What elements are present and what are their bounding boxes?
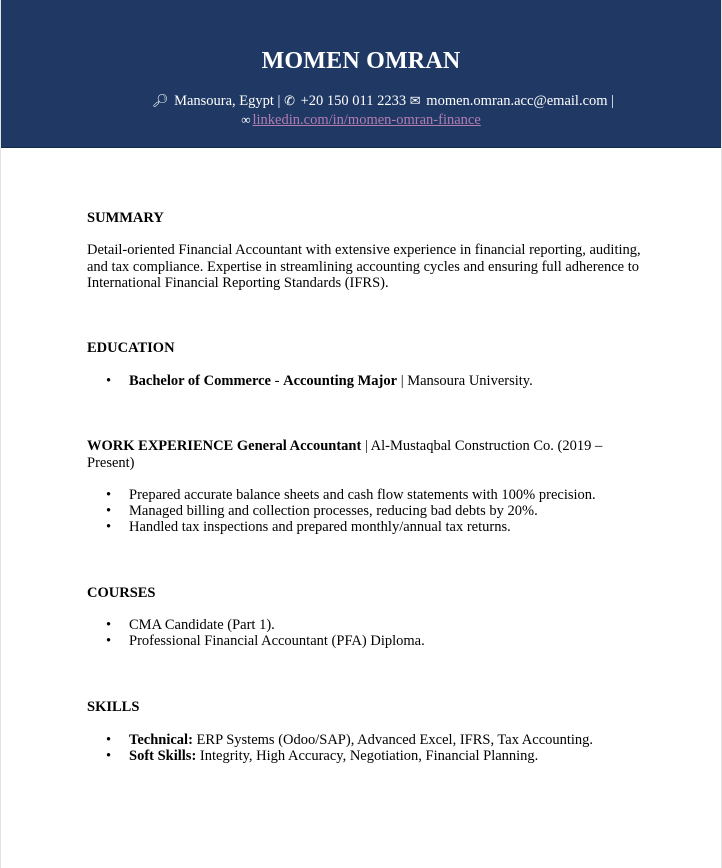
contact-line-primary <box>1 92 721 110</box>
bullet-marker: • <box>106 617 112 633</box>
linkedin-link[interactable]: linkedin.com/in/momen-omran-finance <box>252 112 481 128</box>
degree-text: Bachelor of Commerce <box>129 373 271 389</box>
technical-skills-text: ERP Systems (Odoo/SAP), Advanced Excel, IFRS, Tax Accounting. <box>192 732 594 748</box>
work-heading: WORK EXPERIENCE <box>87 438 234 454</box>
job-title: General Accountant <box>233 438 362 454</box>
list-item <box>87 617 647 633</box>
soft-skills-label: Soft Skills: <box>129 748 197 765</box>
list-item <box>87 503 647 519</box>
list-item <box>87 519 647 535</box>
work-bullets <box>87 487 647 536</box>
list-item <box>87 373 647 389</box>
courses-heading: COURSES <box>87 585 156 601</box>
courses-list <box>87 617 647 649</box>
technical-skills-label: Technical: <box>129 732 193 748</box>
summary-line-3: International Financial Reporting Standards (IFRS). <box>87 275 389 291</box>
summary-heading: SUMMARY <box>87 210 164 226</box>
bullet-marker: • <box>106 732 112 748</box>
work-section <box>87 438 647 536</box>
summary-line-1: Detail-oriented Financial Accountant with extensive experience in financial reporting, auditing, <box>87 242 641 258</box>
bullet-marker: • <box>106 373 112 389</box>
location-text: Mansoura, Egypt | <box>174 93 281 109</box>
education-list <box>87 373 647 389</box>
skills-heading: SKILLS <box>87 699 140 715</box>
list-item <box>87 732 647 748</box>
list-item <box>87 633 647 649</box>
course-text: CMA Candidate (Part 1). <box>129 617 275 633</box>
link-icon: ∞ <box>241 112 251 127</box>
envelope-icon: ✉ <box>409 93 421 108</box>
email-text: momen.omran.acc@email.com | <box>426 93 615 109</box>
contact-line-secondary <box>1 111 721 129</box>
skills-section <box>87 699 647 764</box>
company-date-end: Present) <box>87 455 135 471</box>
major-text: Accounting Major <box>283 373 398 389</box>
work-bullet-text: Handled tax inspections and prepared monthly/annual tax returns. <box>129 519 511 536</box>
bullet-marker: • <box>106 633 112 650</box>
list-item <box>87 748 647 764</box>
bullet-marker: • <box>106 503 112 520</box>
work-bullet-text: Prepared accurate balance sheets and cash flow statements with 100% precision. <box>129 487 596 503</box>
courses-section <box>87 585 647 649</box>
summary-line-2: and tax compliance. Expertise in streamlining accounting cycles and ensuring full adherence to <box>87 258 640 275</box>
work-bullet-text: Managed billing and collection processes, reducing bad debts by 20%. <box>129 503 538 520</box>
summary-section <box>87 210 647 292</box>
phone-icon: ✆ <box>284 93 295 108</box>
work-heading-line <box>87 438 647 455</box>
bullet-marker: • <box>106 487 112 503</box>
course-text: Professional Financial Accountant (PFA) Diploma. <box>129 633 425 650</box>
company-text: | Al-Mustaqbal Construction Co. (2019 – <box>361 438 603 454</box>
candidate-name: MOMEN OMRAN <box>261 48 461 74</box>
school-text: | Mansoura University. <box>397 373 533 389</box>
soft-skills-text: Integrity, High Accuracy, Negotiation, Financial Planning. <box>196 748 539 765</box>
resume-header <box>1 0 721 148</box>
phone-text: +20 150 011 2233 <box>300 93 407 109</box>
degree-separator: - <box>271 373 284 389</box>
pin-icon: 🔎︎ <box>151 93 169 108</box>
bullet-marker: • <box>106 748 112 765</box>
bullet-marker: • <box>106 519 112 536</box>
list-item <box>87 487 647 503</box>
education-heading: EDUCATION <box>87 340 175 356</box>
skills-list <box>87 732 647 764</box>
education-section <box>87 340 647 389</box>
